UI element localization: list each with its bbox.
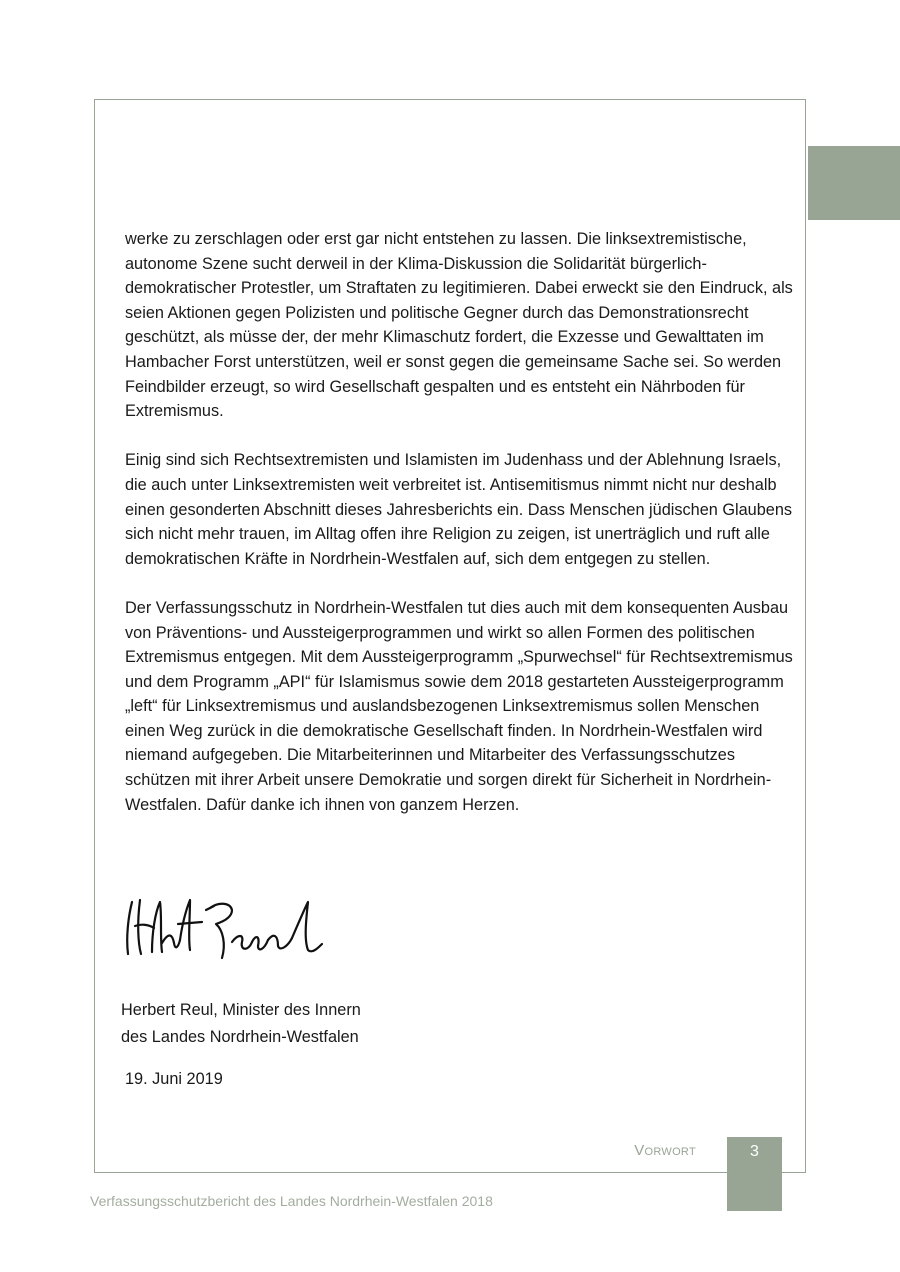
chapter-tab <box>808 146 900 220</box>
signature-image <box>118 888 338 968</box>
signer-organization: des Landes Nordrhein-Westfalen <box>121 1028 359 1046</box>
paragraph-3: Der Verfassungsschutz in Nordrhein-Westfalen tut dies auch mit dem konsequenten Ausbau von Präventions- und Aussteigerprogrammen und wirkt so allen Formen des politischen Extremismus entgegen. Mit dem Aussteigerprogramm „Spurwechsel“ für Rechtsextremismus und dem Programm „API“ für Islamismus sowie dem 2018 gestarteten Aussteigerprogramm „left“ für Linksextremismus und auslandsbezogenen Linksextremismus sollen Menschen einen Weg zurück in die demokratische Gesellschaft finden. In Nordrhein-Westfalen wird niemand aufgegeben. Die Mitarbeiterinnen und Mitarbeiter des Verfassungsschutzes schützen mit ihrer Arbeit unsere Demokratie und sorgen direkt für Sicherheit in Nordrhein-Westfalen. Dafür danke ich ihnen von ganzem Herzen. <box>125 598 793 814</box>
signer-name-title: Herbert Reul, Minister des Innern <box>121 1001 361 1019</box>
letter-date: 19. Juni 2019 <box>125 1070 223 1088</box>
paragraph-2: Einig sind sich Rechtsextremisten und Islamisten im Judenhass und der Ablehnung Israels, die auch unter Linksextremisten weit verbreitet ist. Antisemitismus nimmt nicht nur deshalb einen gesonderten Abschnitt dieses Jahresberichts ein. Dass Menschen jüdischen Glaubens sich nicht mehr trauen, im Alltag offen ihre Religion zu zeigen, ist unerträglich und ruft alle demokratischen Kräfte in Nordrhein-Westfalen auf, sich dem entgegen zu stellen. <box>125 451 793 568</box>
body-text <box>125 227 795 842</box>
page-number: 3 <box>750 1143 759 1160</box>
paragraph-1: werke zu zerschlagen oder erst gar nicht entstehen zu lassen. Die linksextremistische, autonome Szene sucht derweil in der Klima-Diskussion die Solidarität bürgerlich-demokratischer Protestler, um Straftaten zu legitimieren. Dabei erweckt sie den Eindruck, als seien Aktionen gegen Polizisten und politische Gegner durch das Demonstrationsrecht geschützt, als müsse der, der mehr Klimaschutz fordert, die Exzesse und Gewalttaten im Hambacher Forst unterstützen, weil er sonst gegen die gemeinsame Sache sei. So werden Feindbilder erzeugt, so wird Gesellschaft gespalten und es entsteht ein Nährboden für Extremismus. <box>125 230 793 421</box>
footer-title: Verfassungsschutzbericht des Landes Nordrhein-Westfalen 2018 <box>90 1193 493 1209</box>
signer-block <box>121 997 361 1051</box>
section-label: Vorwort <box>634 1142 696 1159</box>
page-number-box <box>727 1137 782 1211</box>
